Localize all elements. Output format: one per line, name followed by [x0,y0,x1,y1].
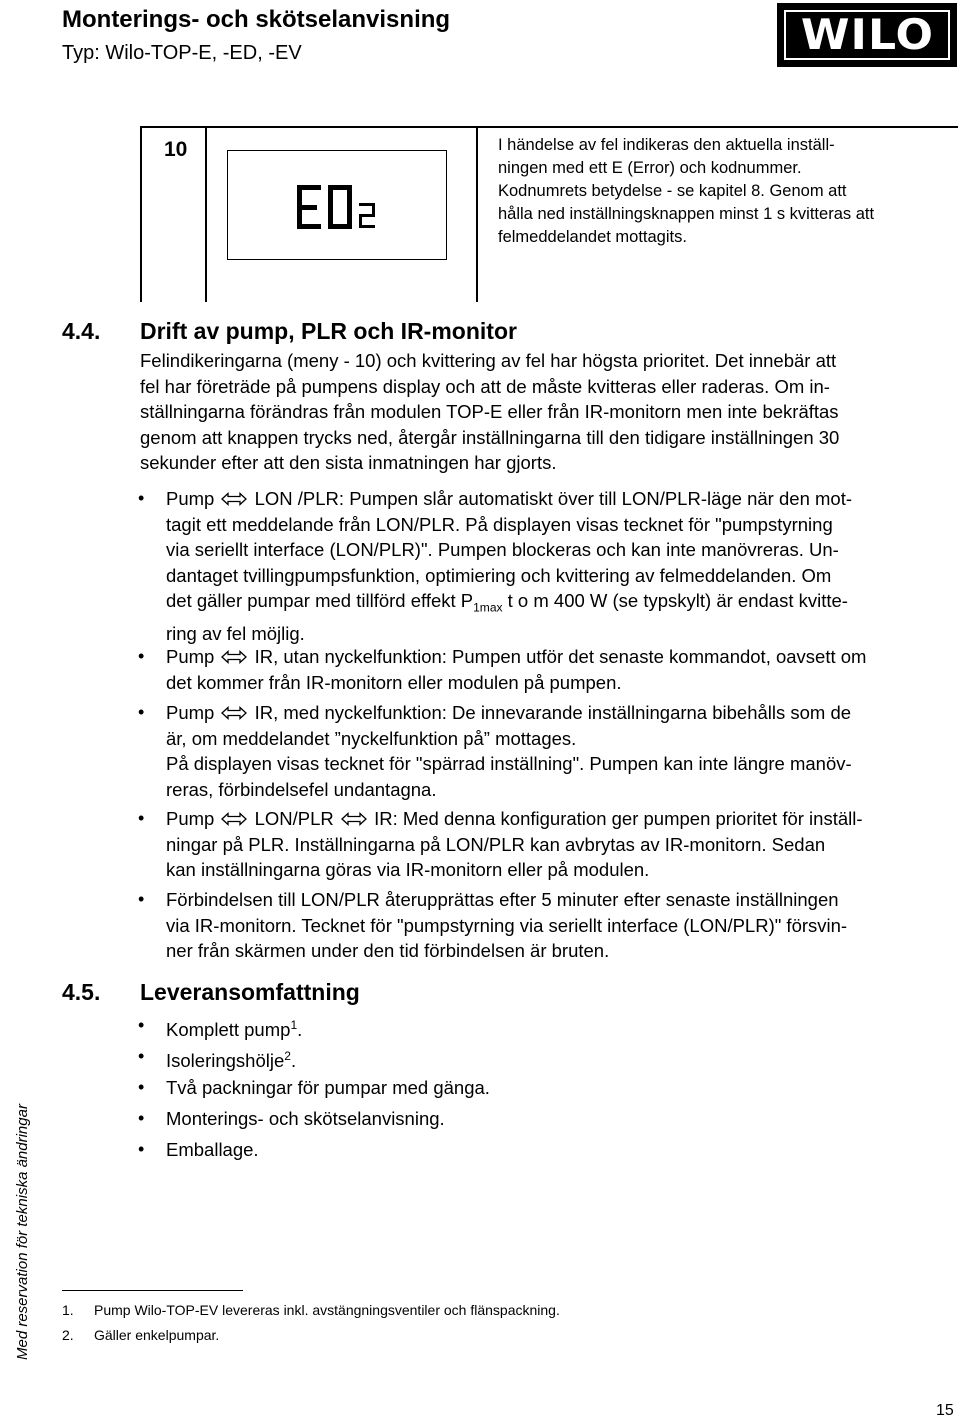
list-item: Komplett pump$^1$. [166,1018,303,1041]
double-arrow-icon [221,812,247,826]
list-item: Monterings- och skötselanvisning. [166,1108,445,1129]
step-description: I händelse av fel indikeras den aktuella inställ- ningen med ett E (Error) och kodnummer. Kodnumrets betydelse - se kapitel 8. Genom att hålla ned inställningsknappen minst 1 s kvitteras att felmeddelandet mottagits. [498,136,875,246]
bullet-marker: • [138,1108,145,1128]
bullet-marker: • [138,1015,145,1035]
document-subtitle: Typ: Wilo-TOP-E, -ED, -EV [62,42,302,64]
step-number: 10 [164,138,188,161]
document-title: Monterings- och skötselanvisning [62,6,451,33]
list-item: Pump LON/PLR IR: Med denna konfiguration ger pumpen prioritet för inställ- ningar på PLR. Inställningarna på LON/PLR kan avbrytas av IR-monitorn. Sedan kan inställningarna göras via IR-monitorn eller på modulen. [166,808,863,880]
bullet-marker: • [138,889,145,909]
footnote: 1. Pump Wilo-TOP-EV levereras inkl. avstängningsventiler och flänspackning. [62,1302,560,1318]
list-item: Pump LON /PLR: Pumpen slår automatiskt över till LON/PLR-läge när den mot- tagit ett meddelande från LON/PLR. På displayen visas tecknet för "pumpstyrning via seriellt interface (LON/PLR)". Pumpen blockeras och kan inte manövreras. Un- dantaget tvillingpumpsfunktion, optimiering och kvittering av felmeddelanden. Om det gäller pumpar med tillförd effekt $P_{1max}$ t o m 400 W (se typskylt) är endast kvitte- ring av fel möjlig. [166,488,852,645]
list-item: Pump IR, med nyckelfunktion: De innevarande inställningarna bibehålls som de är, om meddelandet ”nyckelfunktion på” mottages. På displayen visas tecknet för "spärrad inställning". Pumpen kan inte längre manöv- reras, förbindelsefel undantagna. [166,702,852,800]
double-arrow-icon [221,650,247,664]
page-number: 15 [936,1402,954,1419]
section-number: 4.4. [62,318,101,344]
bullet-marker: • [138,488,145,508]
wilo-logo [777,3,957,67]
double-arrow-icon [221,492,247,506]
list-item: Emballage. [166,1139,259,1160]
bullet-marker: • [138,1077,145,1097]
bullet-marker: • [138,702,145,722]
footnote: 2. Gäller enkelpumpar. [62,1327,220,1343]
section-intro: Felindikeringarna (meny - 10) och kvittering av fel har högsta prioritet. Det innebär att fel har företräde på pumpens display och att de måste kvitteras eller raderas. Om in- ställningarna förändras från modulen TOP-E eller från IR-monitorn men inte bekräftas genom att knappen trycks ned, återgår inställningarna till den tidigare inställningen 30 sekunder efter att den sista inmatningen har gjorts. [140,350,840,473]
list-item: Isoleringshölje$^2$. [166,1049,297,1072]
bullet-marker: • [138,1139,145,1159]
section-number: 4.5. [62,979,101,1005]
footnote-divider [62,1290,243,1291]
section-heading: Leveransomfattning [140,979,360,1005]
bullet-marker: • [138,646,145,666]
lcd-display [227,150,447,260]
bullet-marker: • [138,808,145,828]
list-item: Pump IR, utan nyckelfunktion: Pumpen utför det senaste kommandot, oavsett om det kommer från IR-monitorn eller modulen på pumpen. [166,646,867,693]
section-heading: Drift av pump, PLR och IR-monitor [140,318,517,344]
error-code-e02-display [228,151,448,261]
list-item: Förbindelsen till LON/PLR återupprättas efter 5 minuter efter senaste inställningen via IR-monitorn. Tecknet för "pumpstyrning via seriellt interface (LON/PLR)" försvin- ner från skärmen under den tid förbindelsen är bruten. [166,889,848,961]
bullet-marker: • [138,1046,145,1066]
side-disclaimer: Med reservation för tekniska ändringar [14,1104,31,1360]
double-arrow-icon [221,706,247,720]
double-arrow-icon [341,812,367,826]
logo-text: WILO [800,10,934,59]
list-item: Två packningar för pumpar med gänga. [166,1077,490,1098]
